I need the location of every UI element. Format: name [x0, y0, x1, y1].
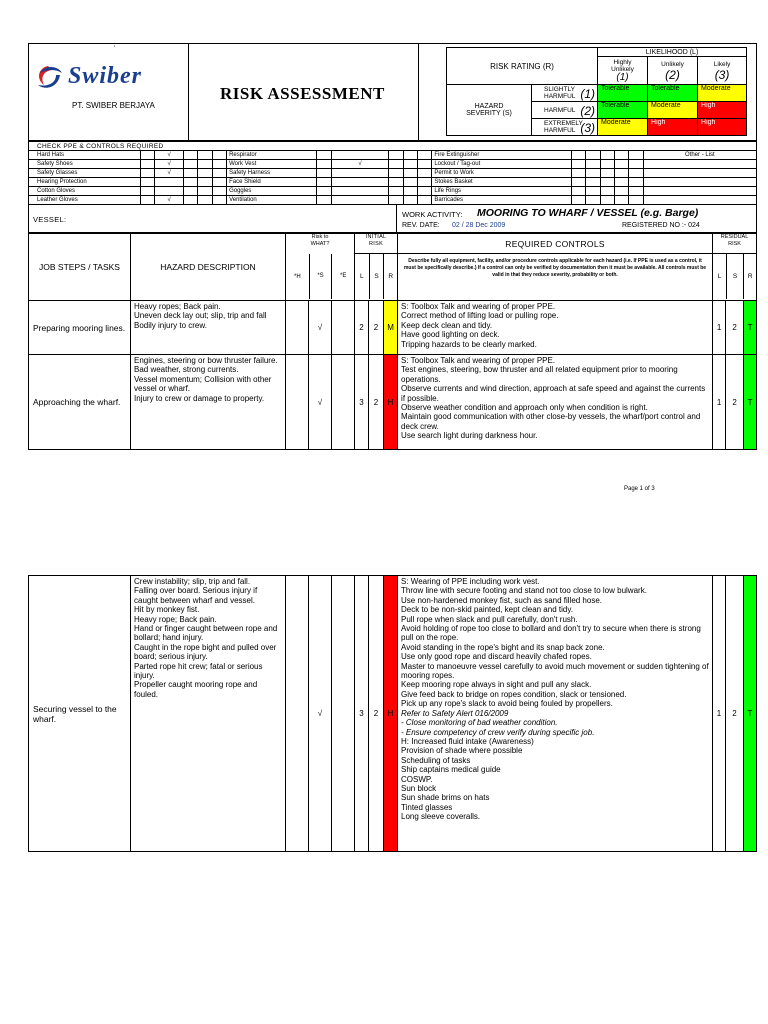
- initial-l-cell: 3: [355, 355, 369, 450]
- risk-table: [28, 233, 757, 450]
- initial-s-cell: 2: [369, 576, 384, 852]
- ppe-item: Life Rings: [432, 187, 572, 196]
- ppe-item: Ventilation: [227, 196, 317, 205]
- task-cell: Securing vessel to the wharf.: [29, 576, 131, 852]
- table-row: [29, 301, 757, 355]
- residual-l-cell: 1: [713, 301, 726, 355]
- initial-r-cell: M: [384, 301, 398, 355]
- hazard-cell: Heavy ropes; Back pain. Uneven deck lay out; slip, trip and fall Bodily injury to crew.: [131, 301, 286, 355]
- ppe-check[interactable]: √: [331, 160, 388, 169]
- risk-e-cell: [332, 355, 355, 450]
- ppe-item: Safety Glasses: [29, 169, 141, 178]
- residual-s-cell: 2: [726, 301, 744, 355]
- initial-l-cell: 2: [355, 301, 369, 355]
- residual-s-cell: 2: [726, 576, 744, 852]
- initial-r-cell: H: [384, 576, 398, 852]
- work-activity-label: WORK ACTIVITY:: [402, 210, 463, 219]
- controls-cell: S: Toolbox Talk and wearing of proper PPE. Test engines, steering, bow thruster and all related equipment prior to mooring operations. Observe currents and wind direction, approach at safe speed and against the currents if possible. Observe weather condition and approach only when condition is right. Maintain good communication with other close-by vessels, the wharf/port control and deck crew. Use search light during darkness hour.: [398, 355, 713, 450]
- rev-date-label: REV. DATE:: [402, 222, 440, 229]
- col-r: R: [383, 254, 397, 299]
- matrix-cell: High: [698, 102, 747, 119]
- header-dot: ': [114, 46, 116, 52]
- rev-date-value: 02 / 28 Dec 2009: [452, 222, 506, 229]
- ppe-check[interactable]: [331, 169, 388, 178]
- ppe-title: CHECK PPE & CONTROLS REQUIRED: [29, 142, 757, 151]
- matrix-cell: Tolerable: [598, 85, 648, 102]
- likelihood-col-1: Highly Unlikely (1): [598, 57, 648, 85]
- col-rr: R: [743, 254, 756, 299]
- ppe-item: Safety Harness: [227, 169, 317, 178]
- ppe-item: Stokes Basket: [432, 178, 572, 187]
- col-l: L: [360, 273, 364, 280]
- work-activity-value: MOORING TO WHARF / VESSEL (e.g. Barge): [477, 207, 699, 219]
- ppe-item: Lockout / Tag-out: [432, 160, 572, 169]
- ppe-item: Respirator: [227, 151, 317, 160]
- ppe-check[interactable]: [331, 151, 388, 160]
- info-divider: [396, 204, 397, 233]
- risk-h-cell: [286, 355, 309, 450]
- ppe-item: Hard Hats: [29, 151, 141, 160]
- ppe-item: Work Vest: [227, 160, 317, 169]
- risk-s-cell: √: [309, 301, 332, 355]
- col-e: *E: [331, 254, 354, 299]
- header-divider-1: [188, 43, 189, 141]
- ppe-check[interactable]: √: [155, 196, 184, 205]
- matrix-cell: Tolerable: [648, 85, 698, 102]
- ppe-check[interactable]: [155, 187, 184, 196]
- matrix-cell: Moderate: [698, 85, 747, 102]
- matrix-cell: High: [698, 119, 747, 136]
- risk-e-cell: [332, 301, 355, 355]
- severity-row-2: HARMFUL (2): [532, 102, 598, 119]
- ppe-table: [28, 141, 757, 205]
- ppe-item: Leather Gloves: [29, 196, 141, 205]
- ppe-check[interactable]: [155, 178, 184, 187]
- safety-alert-text: Refer to Safety Alert 016/2009 - Close monitoring of bad weather condition. - Ensure competency of crew verify during specific job.: [401, 708, 595, 737]
- risk-h-cell: [286, 301, 309, 355]
- ppe-check[interactable]: [331, 178, 388, 187]
- col-hazard: HAZARD DESCRIPTION: [131, 234, 286, 301]
- ppe-check[interactable]: √: [155, 169, 184, 178]
- severity-row-3: EXTREMELY HARMFUL (3): [532, 119, 598, 136]
- matrix-cell: Moderate: [598, 119, 648, 136]
- ppe-item: Goggles: [227, 187, 317, 196]
- table-row: [29, 576, 757, 852]
- residual-s-cell: 2: [726, 355, 744, 450]
- logo-text: Swiber: [68, 63, 143, 89]
- ppe-item: Barricades: [432, 196, 572, 205]
- matrix-cell: Moderate: [648, 102, 698, 119]
- task-cell: Approaching the wharf.: [29, 355, 131, 450]
- initial-s-cell: 2: [369, 301, 384, 355]
- ppe-check[interactable]: √: [155, 160, 184, 169]
- ppe-other-label: Other - List: [643, 151, 756, 160]
- col-rl: L: [717, 273, 722, 280]
- hazard-severity-label: HAZARD SEVERITY (S): [447, 85, 532, 136]
- controls-cell: [398, 576, 713, 852]
- risk-e-cell: [332, 576, 355, 852]
- ppe-item: Permit to Work: [432, 169, 572, 178]
- residual-r-cell: T: [744, 301, 757, 355]
- task-cell: Preparing mooring lines.: [29, 301, 131, 355]
- header-divider-2: [418, 43, 419, 141]
- col-required-controls: REQUIRED CONTROLS Describe fully all equipment, facility, and/or procedure controls applicable for each hazard (i.e. If PPE is used as a control, it must be specifically describe.) If a control can only be verified by documentation then it must be available. All controls must be valid in that they reduce severity, probability or both.: [398, 234, 713, 301]
- risk-rating-label: RISK RATING (R): [447, 48, 598, 85]
- page-number: Page 1 of 3: [624, 486, 655, 492]
- residual-l-cell: 1: [713, 576, 726, 852]
- controls-note: Describe fully all equipment, facility, and/or procedure controls applicable for each hazard (i.e. If PPE is used as a control, it must be specifically describe.) If a control can only be verified by documentation then it must be available. All controls must be valid in that they reduce severity, probability or both.: [403, 258, 707, 278]
- registered-no: REGISTERED NO :- 024: [622, 222, 700, 229]
- risk-s-cell: √: [309, 576, 332, 852]
- ppe-check[interactable]: √: [155, 151, 184, 160]
- risk-s-cell: √: [309, 355, 332, 450]
- initial-l-cell: 3: [355, 576, 369, 852]
- matrix-cell: Tolerable: [598, 102, 648, 119]
- initial-r-cell: H: [384, 355, 398, 450]
- likelihood-col-3: Likely (3): [698, 57, 747, 85]
- company-logo: [34, 63, 184, 93]
- ppe-item: Hearing Protection: [29, 178, 141, 187]
- residual-l-cell: 1: [713, 355, 726, 450]
- col-sv: S: [369, 254, 384, 299]
- severity-row-1: SLIGHTLY HARMFUL (1): [532, 85, 598, 102]
- ppe-item: Safety Shoes: [29, 160, 141, 169]
- col-residual-risk: RESIDUAL RISK L S R: [713, 234, 757, 301]
- residual-r-cell: T: [744, 355, 757, 450]
- ppe-check[interactable]: [331, 187, 388, 196]
- initial-s-cell: 2: [369, 355, 384, 450]
- residual-r-cell: T: [744, 576, 757, 852]
- matrix-cell: High: [648, 119, 698, 136]
- col-h: *H: [293, 273, 301, 280]
- ppe-item: Fire Extinguisher: [432, 151, 572, 160]
- hazard-cell: Engines, steering or bow thruster failure. Bad weather, strong currents. Vessel momentum; Collision with other vessel or wharf. Injury to crew or damage to property.: [131, 355, 286, 450]
- col-job-steps: JOB STEPS / TASKS: [29, 234, 131, 301]
- controls-text: S: Wearing of PPE including work vest. Throw line with secure footing and stand not too close to low bulwark. Use non-hardened monkey fist, such as sand filled hose. Deck to be non-skid painted, kept clean and tidy. Pull rope when slack and pull carefully, don't rush. Avoid holding of rope too close to bollard and don't try to secure when there is strong pull on the rope. Avoid standing in the rope's bight and its snap back zone. Use only good rope and discard heavily chafed ropes. Master to manoeuvre vessel carefully to avoid much movement or sudden tightening of mooring ropes. Keep mooring rope always in sight and pull any slack. Give feed back to bridge on ropes condition, slack or tensioned. Pick up any rope's slack to avoid being fouled by propellers.: [401, 577, 709, 709]
- col-s: *S: [309, 254, 332, 299]
- document-title: RISK ASSESSMENT: [220, 84, 385, 103]
- ppe-item: Cotton Gloves: [29, 187, 141, 196]
- col-rs: S: [726, 254, 744, 299]
- hazard-cell: Crew instability; slip, trip and fall. Falling over board. Serious injury if caught between wharf and vessel. Hit by monkey fist. Heavy rope; Back pain. Hand or finger caught between rope and bollard; hand injury. Caught in the rope bight and pulled over board; serious injury. Parted rope hit crew; fatal or serious injury. Propeller caught mooring rope and fouled.: [131, 576, 286, 852]
- company-name: PT. SWIBER BERJAYA: [72, 101, 155, 110]
- col-initial-risk: INITIAL RISK L S R: [355, 234, 398, 301]
- health-controls-text: H: Increased fluid intake (Awareness) Provision of shade where possible Scheduling of tasks Ship captains medical guide COSWP. Sun block Sun shade brims on hats Tinted glasses Long sleeve coveralls.: [401, 736, 534, 822]
- table-row: [29, 355, 757, 450]
- col-risk-to: Risk to WHAT? *H *S *E: [286, 234, 355, 301]
- controls-cell: S: Toolbox Talk and wearing of proper PPE. Correct method of lifting load or pulling rope. Keep deck clean and tidy. Have good lighting on deck. Tripping hazards to be clearly marked.: [398, 301, 713, 355]
- likelihood-label: LIKELIHOOD (L): [598, 48, 747, 57]
- risk-matrix: [446, 47, 747, 136]
- likelihood-col-2: Unlikely (2): [648, 57, 698, 85]
- risk-table-continued: [28, 575, 757, 852]
- risk-h-cell: [286, 576, 309, 852]
- vessel-label: VESSEL:: [33, 215, 67, 224]
- ppe-item: Face Shield: [227, 178, 317, 187]
